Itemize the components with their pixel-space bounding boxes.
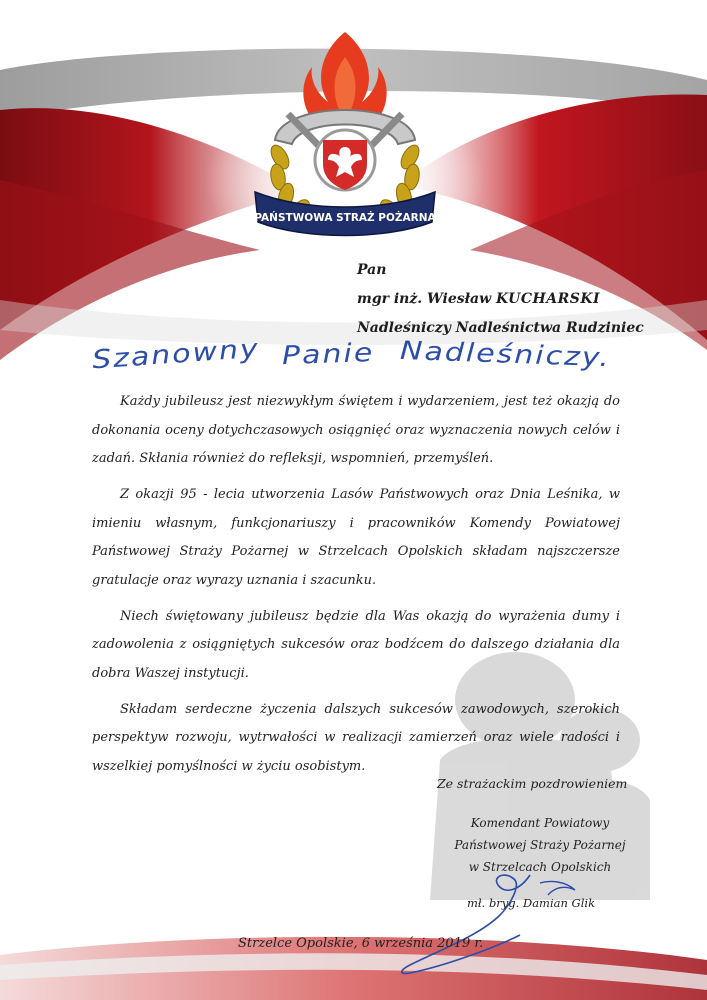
body-paragraph: Niech świętowany jubileusz będzie dla Was okazją do wyrażenia dumy i zadowolenia z osiągniętych sukcesów oraz bodźcem do dalszego działania dla dobra Waszej instytucji. — [92, 608, 620, 681]
handwritten-signature — [370, 855, 620, 985]
recipient-position: Nadleśniczy Nadleśnictwa Rudziniec — [357, 320, 644, 336]
greeting-word-2: Panie — [281, 338, 375, 371]
letter-body — [92, 388, 620, 789]
signature-line-1: Komendant Powiatowy — [470, 816, 610, 830]
signature-line-3: w Strzelcach Opolskich — [468, 860, 612, 874]
fire-service-emblem — [250, 22, 440, 244]
closing-line: Ze strażackim pozdrowieniem — [437, 776, 628, 791]
emblem-ribbon-text: PAŃSTWOWA STRAŻ POŻARNA — [254, 212, 436, 224]
body-paragraph: Każdy jubileusz jest niezwykłym świętem i wydarzeniem, jest też okazją do dokonania oceny dotychczasowych osiągnięć oraz wyznaczenia nowych celów i zadań. Skłania również do refleksji, wspomnień, przemyśleń. — [92, 394, 620, 466]
place-date: Strzelce Opolskie, 6 września 2019 r. — [238, 936, 484, 951]
signature-line-2: Państwowej Straży Pożarnej — [454, 838, 626, 852]
signer-name: mł. bryg. Damian Glik — [467, 896, 596, 910]
body-paragraph: Składam serdeczne życzenia dalszych sukcesów zawodowych, szerokich perspektyw rozwoju, wytrwałości w realizacji zamierzeń oraz wiele radości i wszelkiej pomyślności w życiu osobistym. — [92, 701, 620, 774]
recipient-title: Pan — [357, 262, 387, 278]
handwritten-greeting — [91, 333, 612, 376]
eagle-shield-icon — [315, 130, 375, 190]
recipient-name-prefix: mgr inż. Wiesław — [357, 291, 497, 307]
recipient-name — [357, 286, 644, 315]
recipient-surname: KUCHARSKI — [496, 291, 601, 307]
body-paragraph: Z okazji 95 - lecia utworzenia Lasów Państwowych oraz Dnia Leśnika, w imieniu własnym, funkcjonariuszy i pracowników Komendy Powiatowej Państwowej Straży Pożarnej w Strzelcach Opolskich składam najszczersze gratulacje oraz wyrazy uznania i szacunku. — [92, 487, 620, 588]
greeting-word-1: Szanowny — [91, 333, 261, 376]
recipient-block — [357, 257, 644, 344]
flame-icon — [303, 32, 386, 122]
greeting-word-3: Nadleśniczy. — [399, 335, 612, 374]
